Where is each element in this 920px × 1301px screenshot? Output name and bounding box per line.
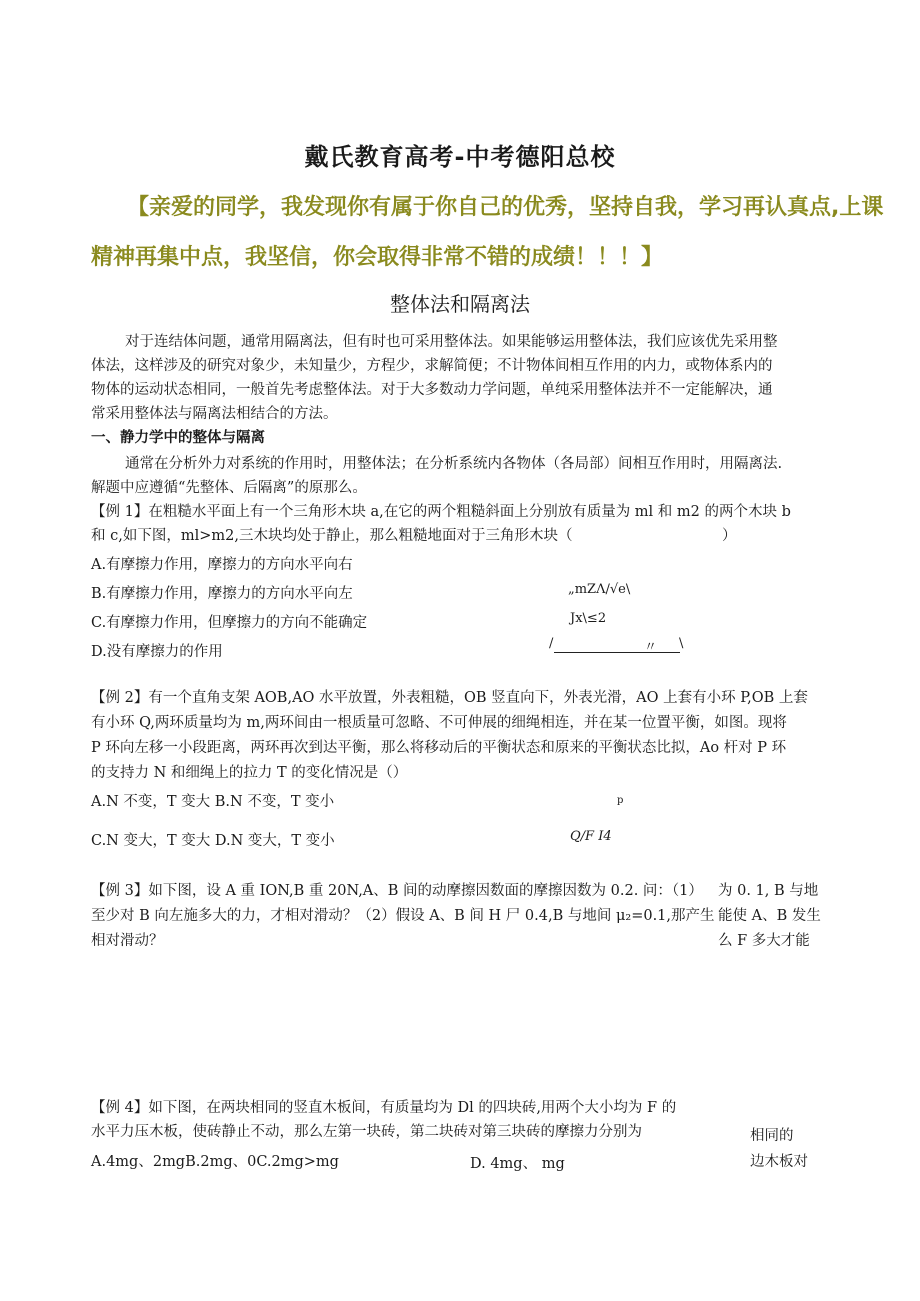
ex2-line-3: P 环向左移一小段距离，两环再次到达平衡，那么将移动后的平衡状态和原来的平衡状态比拟，Ao 杆对 P 环 — [91, 740, 787, 756]
ex2-line-1: 【例 2】有一个直角支架 AOB,AO 水平放置，外表粗糙，OB 竖直向下，外表光滑，AO 上套有小环 P,OB 上套 — [91, 690, 808, 706]
part1-line-1: 通常在分析外力对系统的作用时，用整体法；在分析系统内各物体（各局部）间相互作用时，用隔离法. — [125, 456, 783, 472]
ex1-blank-close: ） — [722, 528, 737, 544]
ex4-line-1: 【例 4】如下图，在两块相同的竖直木板间，有质量均为 Dl 的四块砖,用两个大小均为 F 的 — [91, 1100, 677, 1116]
intro-line-3: 物体的运动状态相同，一般首先考虑整体法。对于大多数动力学问题，单纯采用整体法并不一定能解决，通 — [91, 382, 773, 398]
ex3-side-2: 能使 A、B 发生 — [718, 908, 821, 924]
intro-line-2: 体法，这样涉及的研究对象少，未知量少，方程少，求解简便；不计物体间相互作用的内力，或物体系内的 — [91, 358, 773, 374]
ex3-line-3: 相对滑动？ — [91, 933, 164, 949]
ex1-option-d: D.没有摩擦力的作用 — [91, 644, 223, 660]
ex4-options-left: A.4mg、2mgB.2mg、0C.2mg>mg — [91, 1154, 339, 1170]
section-title: 整体法和隔离法 — [390, 292, 530, 316]
ex3-side-1: 为 0. 1, B 与地 — [718, 883, 819, 899]
ex1-option-a: A.有摩擦力作用，摩擦力的方向水平向右 — [91, 557, 353, 573]
ex1-figure-ground-line — [554, 652, 680, 653]
part1-line-2: 解题中应遵循“先整体、后隔离”的原那么。 — [91, 480, 367, 496]
ex3-side-3: 么 F 多大才能 — [718, 933, 810, 949]
part1-heading: 一、静力学中的整体与隔离 — [91, 430, 265, 446]
school-title: 戴氏教育高考-中考德阳总校 — [304, 143, 616, 171]
intro-line-1: 对于连结体问题，通常用隔离法，但有时也可采用整体法。如果能够运用整体法，我们应该优先采用整 — [125, 334, 778, 350]
ex3-line-2: 至少对 B 向左施多大的力，才相对滑动？（2）假设 A、B 间 H 尸 0.4,B 与地间 μ₂=0.1,那产生 — [91, 908, 715, 924]
ex2-line-2: 有小环 Q,两环质量均为 m,两环间由一根质量可忽略、不可伸展的细绳相连，并在某一位置平衡，如图。现将 — [91, 715, 787, 731]
ex1-figure-slash-left: / — [549, 636, 554, 651]
motto-line-2: 精神再集中点，我坚信，你会取得非常不错的成绩！！！】 — [91, 245, 664, 270]
ex1-option-b: B.有摩擦力作用，摩擦力的方向水平向左 — [91, 586, 353, 602]
intro-line-4: 常采用整体法与隔离法相结合的方法。 — [91, 406, 338, 422]
ex1-figure-mark: 〃 — [644, 640, 658, 655]
motto-line-1: 【亲爱的同学，我发现你有属于你自己的优秀，坚持自我，学习再认真点,上课 — [127, 195, 884, 220]
ex2-figure-label-p: p — [617, 795, 624, 806]
ex2-option-ab: A.N 不变，T 变大 B.N 不变，T 变小 — [91, 794, 335, 810]
ex1-figure-slash-right: \ — [679, 636, 684, 651]
ex1-option-c: C.有摩擦力作用，但摩擦力的方向不能确定 — [91, 615, 368, 631]
ex3-line-1: 【例 3】如下图，设 A 重 ION,B 重 20N,A、B 间的动摩擦因数面的摩擦因数为 0.2. 问：（1） — [91, 883, 703, 899]
ex1-line-1: 【例 1】在粗糙水平面上有一个三角形木块 a,在它的两个粗糙斜面上分别放有质量为 ml 和 m2 的两个木块 b — [91, 504, 791, 520]
ex4-side-1: 相同的 — [750, 1128, 794, 1144]
ex1-figure-label-2: Jx\≤2 — [570, 611, 607, 626]
ex1-line-2: 和 c,如下图，ml>m2,三木块均处于静止，那么粗糙地面对于三角形木块（ — [91, 528, 573, 544]
ex4-options-right: D. 4mg、 mg — [470, 1156, 565, 1172]
ex2-option-cd: C.N 变大，T 变大 D.N 变大，T 变小 — [91, 833, 335, 849]
ex1-figure-label-1: „mZΛ/√e\ — [568, 582, 631, 597]
ex4-side-2: 边木板对 — [750, 1154, 808, 1170]
ex2-figure-label-q: Q∕F I4 — [570, 829, 612, 844]
ex2-line-4: 的支持力 N 和细绳上的拉力 T 的变化情况是（） — [91, 765, 408, 781]
ex4-line-2: 水平力压木板，使砖静止不动，那么左第一块砖，第二块砖对第三块砖的摩擦力分别为 — [91, 1124, 642, 1140]
